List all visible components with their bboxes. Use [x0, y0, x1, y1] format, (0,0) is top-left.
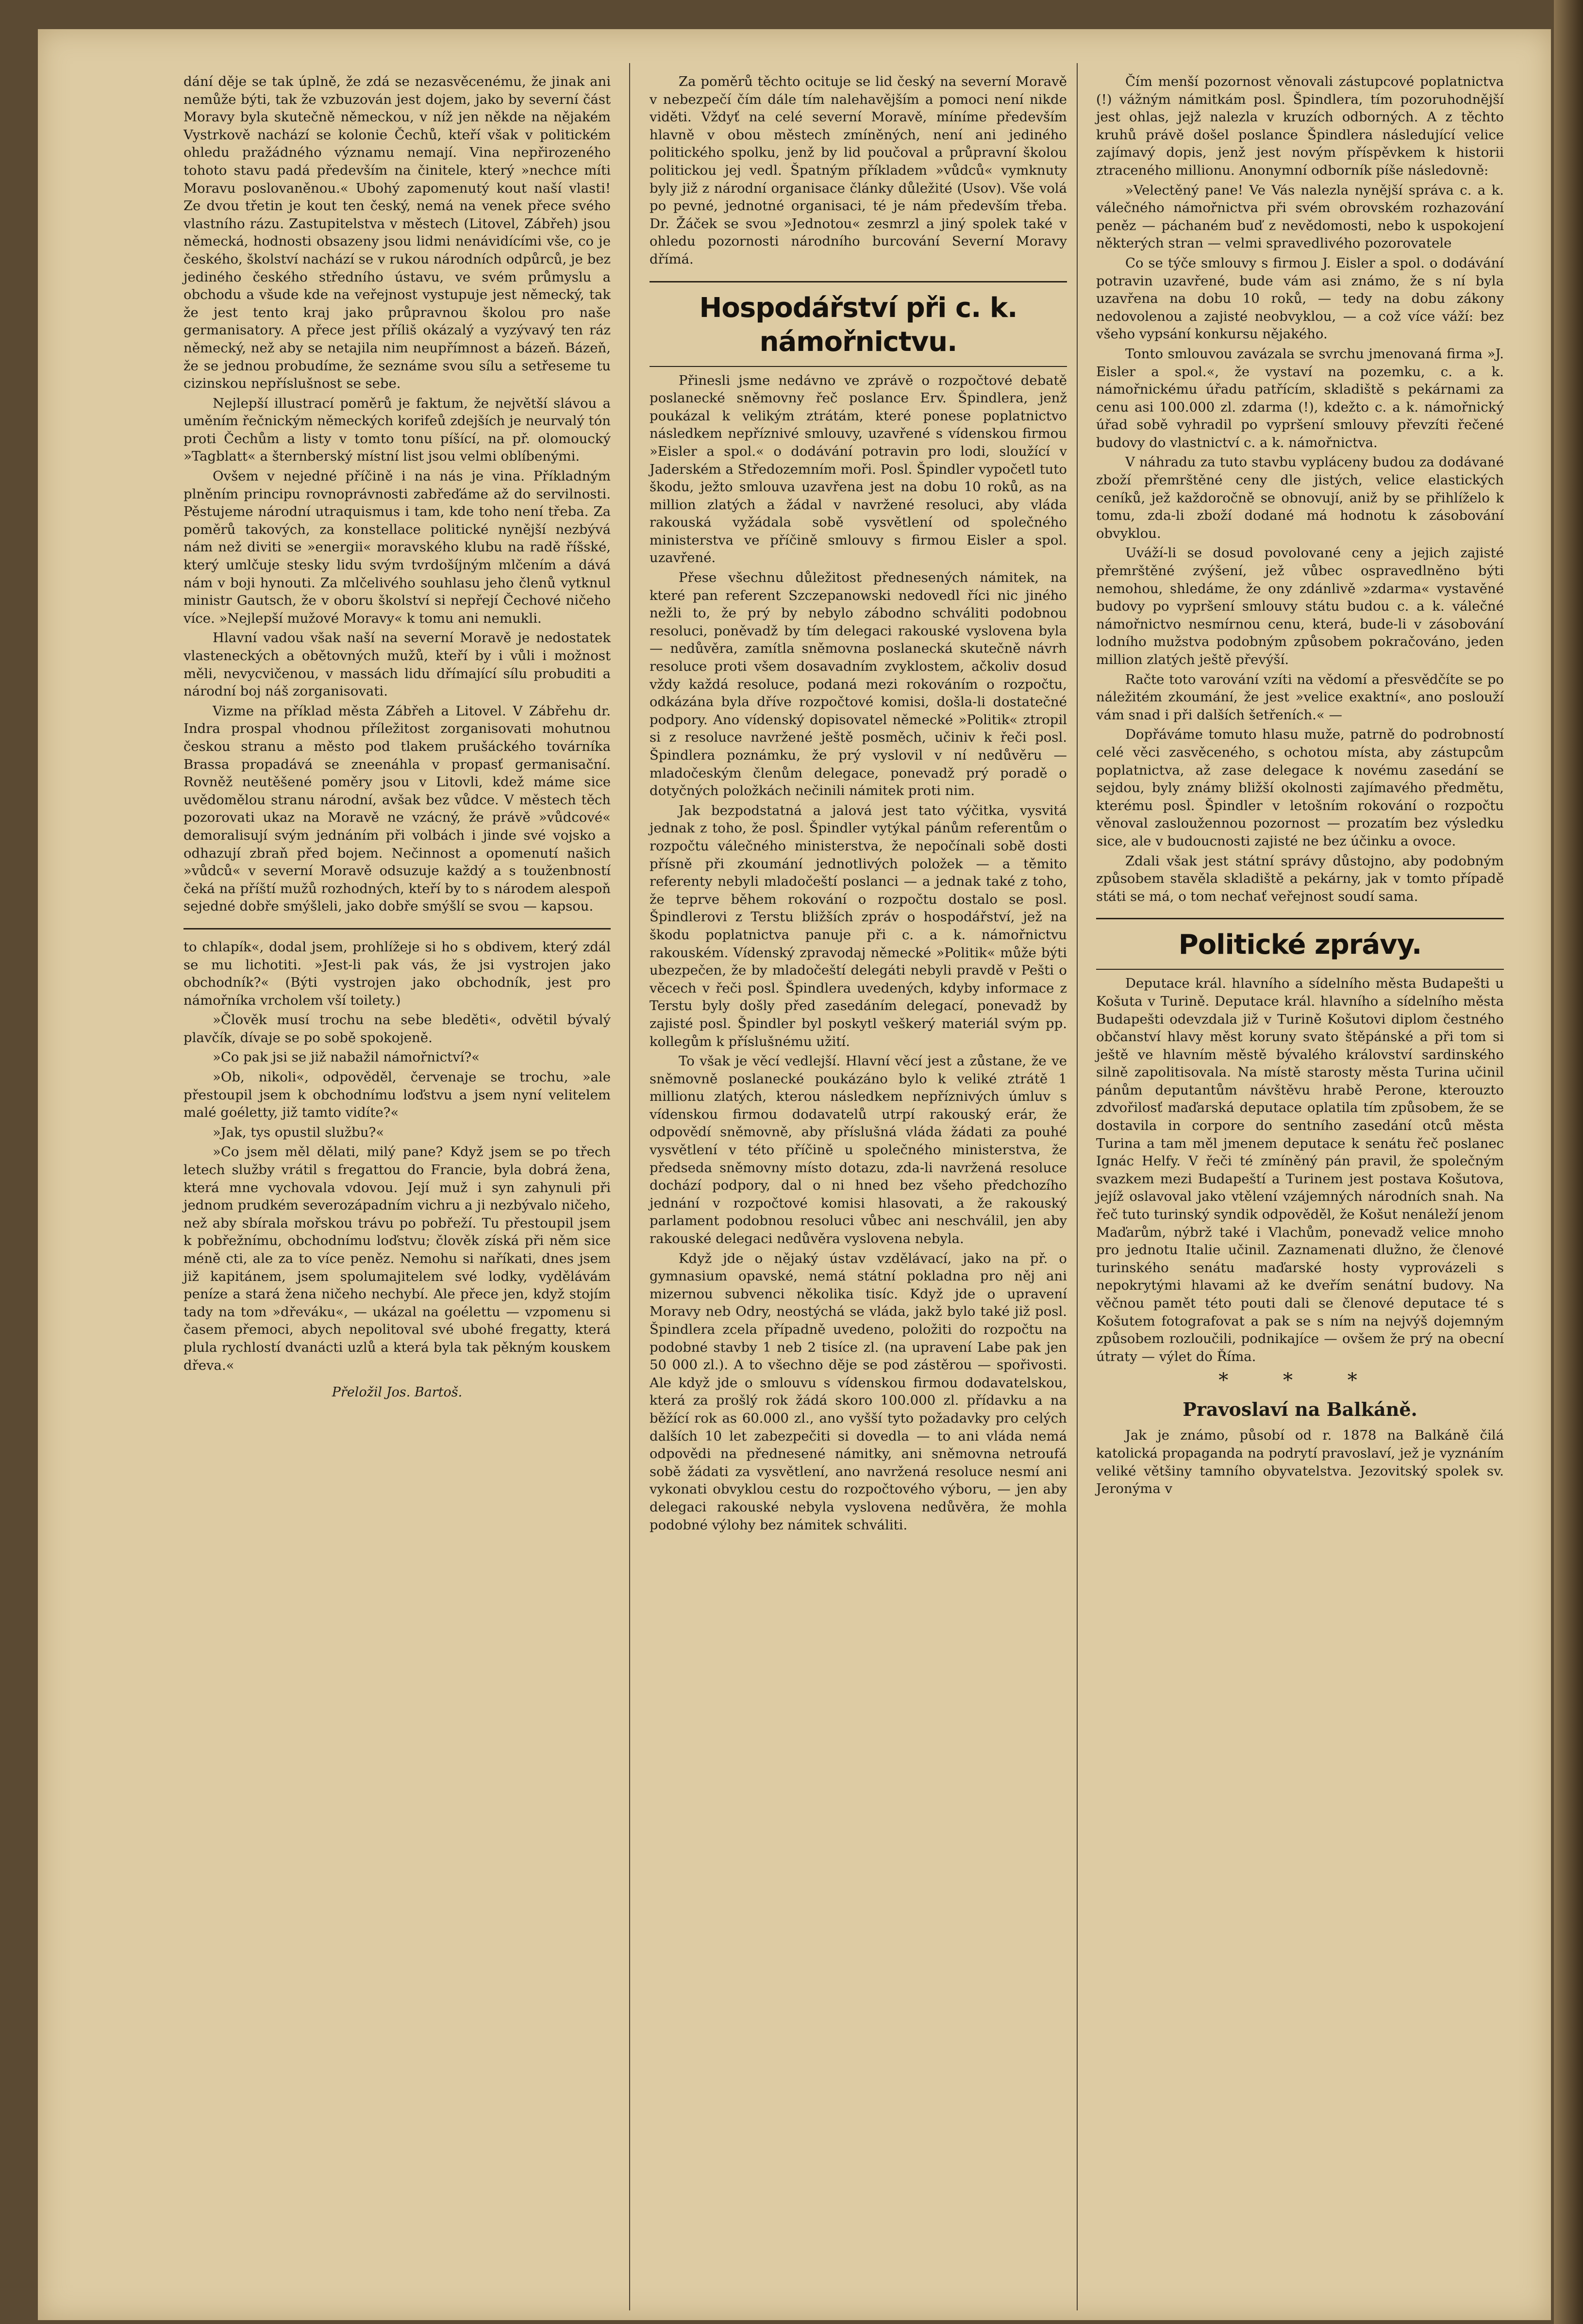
story-paragraph: »Co jsem měl dělati, milý pane? Když jsem se po třech letech služby vrátil s fregattou do Francie, byla dobrá žena, která mne vychovala vdovou. Její muž i syn zahynuli při jednom prudkém severozápadním vichru a ji nezbývalo ničeho, než aby sbírala mořskou trávu po pobřeží. Tu přestoupil jsem k pobřežnímu, obchodnímu loďstvu; člověk získá při něm sice méně cti, ale za to více peněz. Nemohu si naříkati, dnes jsem již kapitánem, jsem spolumajitelem své lodky, vydělávám peníze a stará žena ničeho nechybí. Ale přece jen, když stojím tady na tom »dřeváku«, — ukázal na goélettu — vzpomenu si časem přemoci, abych nepolitoval své ubohé fregatty, která plula rychlostí dvanácti uzlů a která byla tak pěkným kouskem dřeva.« [183, 1144, 611, 1373]
article-paragraph: Dopřáváme tomuto hlasu muže, patrně do podrobností celé věci zasvěceného, s ochotou místa, aby zástupcům poplatnictva, až zase delegace k novému zasedání se sejdou, byly známy bližší okolnosti zajímavého předmětu, kterému posl. Špindler v letošním rokování o rozpočtu věnoval zasloužennou pozornost — prozatím bez výsledku sice, ale v budoucnosti zajisté ne bez účinku a ovoce. [1096, 727, 1504, 849]
section-heading: Hospodářství při c. k. námořnictvu. [699, 292, 1017, 358]
article-paragraph: Vizme na příklad města Zábřeh a Litovel. V Zábřehu dr. Indra prospal vhodnou příležitost zorganisovati mohutnou českou stranu a město pod tlakem prušáckého továrníka Brassa propadává se zneenáhla v propasť germanisační. Rovněž neutěšené poměry jsou v Litovli, kdež máme sice uvědomělou stranu národní, avšak bez vůdce. V městech těch pozorovati ukaz na Moravě ne vzácný, že právě »vůdcové« demoralisují svým jednáním při volbách i jinde své vojsko a odhazují zbraň před bojem. Nečinnost a opomenutí našich »vůdců« v severní Moravě odsuzuje každý a s touženbností čeká na příští mužů rozhodných, kteří by to s národem alespoň sejedné dobře smýšleli, jako dobře smýšlí se svou — kapsou. [183, 703, 611, 914]
article-paragraph: Jak je známo, působí od r. 1878 na Balkáně čilá katolická propaganda na podrytí pravoslaví, jež je vyznáním veliké většiny tamního obyvatelstva. Jezovitský spolek sv. Jeronýma v [1096, 1428, 1504, 1497]
article-paragraph: Račte toto varování vzíti na vědomí a přesvědčíte se po náležitém zkoumání, že jest »velice exaktní«, ano poslouží vám snad i při dalších šetřeních.« — [1096, 671, 1504, 723]
column-right [1096, 73, 1504, 2315]
column-left [183, 73, 611, 2315]
article-paragraph: »Velectěný pane! Ve Vás nalezla nynější správa c. a k. válečného námořnictva při svém obrovském rozhazování peněz — páchaném buď z nevědomosti, nebo k uspokojení některých stran — velmi spravedlivého pozorovatele [1096, 182, 1504, 251]
article-paragraph: Ovšem v nejedné příčině i na nás je vina. Příkladným plněním principu rovnoprávnosti zabřeďáme až do servilnosti. Pěstujeme národní utraquismus i tam, kde toho není třeba. Za poměrů takových, za konstellace politické nynější nezbývá nám než diviti se »energii« moravského klubu na radě říšské, který umlčuje stesky lidu svým tvrdošíjným mlčením a dává nám v boji hynouti. Za mlčelivého souhlasu jeho členů vytknul ministr Gautsch, že v oboru školství si nepřejí Čechové ničeho více. »Nejlepší mužové Moravy« k tomu ani nemukli. [183, 468, 611, 626]
article-paragraph: Zdali však jest státní správy důstojno, aby podobným způsobem stavěla skladiště a pekárny, jak v tomto případě státi se má, o tom nechať veřejnost soudí sama. [1096, 853, 1504, 904]
story-paragraph: »Ob, nikoli«, odpověděl, červenaje se trochu, »ale přestoupil jsem k obchodnímu loďstvu a jsem nyní velitelem malé goéletty, již tamto vidíte?« [183, 1069, 611, 1121]
article-paragraph: V náhradu za tuto stavbu vypláceny budou za dodávané zboží přemrštěné ceny dle jistých, velice elastických ceníků, jež každoročně se obnovují, aniž by se přihlíželo k tomu, zda-li zboží dodané má hodnotu k zásobování obvyklou. [1096, 454, 1504, 541]
column-rule [1077, 63, 1078, 2310]
article-paragraph: Za poměrů těchto ocituje se lid český na severní Moravě v nebezpečí čím dále tím nalehavějším a pomoci není nikde viděti. Vždyť na celé severní Moravě, míníme především hlavně v obou městech zmíněných, není ani jediného politického spolku, jenž by lid poučoval a průpravní školou politickou jej vedl. Špatným příkladem »vůdců« vymknuty byly již z národní organisace články důležité (Usov). Vše volá po pevné, jednotné organisaci, té je nám především třeba. Dr. Žáček se svou »Jednotou« zesmrzl a jiný spolek také v ohledu pozornosti národního burcování Severní Moravy dřímá. [650, 74, 1067, 267]
article-paragraph: Přinesli jsme nedávno ve zprávě o rozpočtové debatě poslanecké sněmovny řeč poslance Erv. Špindlera, jenž poukázal k velikým ztrátám, které ponese poplatnictvo následkem nepříznivé smlouvy, uzavřené s vídenskou firmou »Eisler a spol.« o dodávání potravin pro lodi, sloužící v Jaderském a Středozemním moři. Posl. Špindler vypočetl tuto škodu, ježto smlouva uzavřena jest na dobu 10 roků, as na million zlatých a žádal v navržené resoluci, aby vláda rakouská vyžádala sobě vysvětlení od společného ministerstva ve příčině smlouvy s firmou Eisler a spol. uzavřené. [650, 372, 1067, 566]
article-paragraph: dání děje se tak úplně, že zdá se nezasvěcenému, že jinak ani nemůže býti, tak že vzbuzován jest dojem, jako by severní část Moravy byla skutečně německou, v níž jen někde na nějakém Vystrkově nachází se kolonie Čechů, kteří však v politickém ohledu pražádného významu nemají. Vina nepřirozeného tohoto stavu padá především na činitele, který »nechce míti Moravu poslovaněnou.« Ubohý zapomenutý kout naší vlasti! Ze dvou třetin je kout ten český, nemá na venek přece svého vlastního rázu. Zastupitelstva v městech (Litovel, Zábřeh) jsou německá, hodnosti obsazeny jsou lidmi nenávidícími vše, co je českého, školství nachází se v rukou národních odpůrců, je bez jediného českého středního ústavu, ve svém průmyslu a obchodu a všude kde na veřejnost vystupuje jest německý, tak že jest tento kraj jako průpravnou školou pro naše germanisatory. A přece jest příliš okázalý a vyzývavý ten ráz německý, než aby se netajila nim neupřímnost a bázeň. Bázeň, že se jednou probudíme, že seznáme svou sílu a setřeseme tu cizinskou nepříslušnost se sebe. [183, 74, 611, 392]
article-paragraph: Co se týče smlouvy s firmou J. Eisler a spol. o dodávání potravin uzavřené, bude vám asi známo, že s ní byla uzavřena na dobu 10 roků, — tedy na dobu zákony nedovolenou a zajisté neobvyklou, — a což více váží: bez všeho vypsání konkursu nějakého. [1096, 255, 1504, 342]
section-divider [650, 281, 1067, 282]
subsection-heading: Pravoslaví na Balkáně. [1183, 1398, 1417, 1421]
column-middle [650, 73, 1067, 2315]
section-divider [650, 366, 1067, 367]
section-divider [1096, 969, 1504, 970]
section-stars-separator: * * * [1218, 1369, 1382, 1392]
section-heading: Politické zprávy. [1178, 929, 1422, 961]
newspaper-page [38, 29, 1551, 2320]
column-rule [629, 63, 630, 2310]
article-paragraph: Uváží-li se dosud povolované ceny a jejich zajisté přemrštěné zvýšení, jež vůbec ospravedlněno býti nemohou, shledáme, že ony zdánlivě »zdarma« vystavěné budovy po vypršení smlouvy státu budou c. a k. válečné námořnictvo nesmírnou cenu, která, bude-li v zásobování lodního mužstva podobným způsobem pokračováno, jeden million zlatých ještě převýší. [1096, 545, 1504, 667]
article-paragraph: To však je věcí vedlejší. Hlavní věcí jest a zůstane, že ve sněmovně poslanecké poukázáno bylo k veliké ztrátě 1 millionu zlatých, kterou následkem nepříznivých úmluv s vídenskou firmou dodavatelů utrpí rakouský erár, že odpovědí sněmovně, aby příslušná vláda žádati za pouhé vysvětlení v této příčině u společného ministerstva, že předseda sněmovny místo dotazu, zda-li navržená resoluce dochází podpory, dal o ni hned bez všeho předchozího jednání v rozpočtové komisi hlasovati, a že rakouský parlament podobnou resoluci vůbec ani neschválil, jen aby rakouské delegaci nedůvěra vyslovena nebyla. [650, 1053, 1067, 1247]
article-paragraph: Čím menší pozornost věnovali zástupcové poplatnictva (!) vážným námitkám posl. Špindlera, tím pozoruhodnější jest ohlas, jejž nalezla v kruzích odborných. A z těchto kruhů právě došel poslance Špindlera následující velice zajímavý dopis, jenž jest novým příspěvkem k historii ztraceného millionu. Anonymní odborník píše následovně: [1096, 74, 1504, 178]
story-paragraph: »Jak, tys opustil službu?« [213, 1124, 384, 1140]
article-paragraph: Když jde o nějaký ústav vzdělávací, jako na př. o gymnasium opavské, nemá státní pokladna pro něj ani mizernou subvenci několika tisíc. Když jde o upravení Moravy neb Odry, neostýchá se vláda, jakž bylo také již posl. Špindlera zcela případně uvedeno, položiti do rozpočtu na podobné stavby 1 neb 2 tisíce zl. (na upravení Labe pak jen 50 000 zl.). A to všechno děje se pod zástěrou — spořivosti. Ale když jde o smlouvu s vídenskou firmou dodavatelskou, která za prošlý rok žádá skoro 100.000 zl. přídavku a na běžící rok as 60.000 zl., ano vyšší tyto požadavky pro celých dalších 10 let zabezpečiti si dovedla — to ani vláda nemá odpovědi na přednesené námitky, ani sněmovna netroufá sobě žádati za vysvětlení, ano navržená resoluce nesmí ani vykonati obvyklou cestu do rozpočtového výboru, — jen aby delegaci rakouské nebyla vyslovena nedůvěra, že mohla podobné výlohy bez námitek schváliti. [650, 1250, 1067, 1533]
translator-signature: Přeložil Jos. Bartoš. [332, 1385, 463, 1400]
article-paragraph: Nejlepší illustrací poměrů je faktum, že největší slávou a uměním řečnickým německých korifeů zdejších je neurvalý tón proti Čechům a listy v tomto tonu píšící, na př. olomoucký »Tagblatt« a šternberský místní list jsou velmi oblíbenými. [183, 395, 611, 465]
article-paragraph: Deputace král. hlavního a sídelního města Budapešti u Košuta v Turině. Deputace král. hlavního a sídelního města Budapešti odevzdala již v Turině Košutovi diplom čestného občanství hlavy měst koruny svato štěpánské a při tom si ještě ve hlavním městě bývalého království sardinského silně zapolitisovala. Na místě starosty města Turina učinil pánům deputantům návštěvu hrabě Perone, kterouzto zdvořilosť maďarská deputace oplatila tím způsobem, že se dostavila in corpore do sentního zasedání otců města Turina a tam měl jmenem deputace k senátu řeč poslanec Ignác Helfy. V řeči té zmíněný pán pravil, že společným svazkem mezi Budapeští a Turinem jest postava Košutova, jejíž oslavoval jako vtělení vzájemných národních snah. Na řeč tuto turinský syndik odpověděl, že Košut nenáleží jenom Maďarům, nýbrž také i Vlachům, ponevadž velice mnoho pro jednotu Italie učinil. Zaznamenati dlužno, že členové turinského senátu maďarské hosty vyprovázeli s nepokrytými hlavami až ke dveřím senátní budovy. Na věčnou pamět této pouti dali se členové deputace té s Košutem fotografovat a pak se s ním na nejvýš dojemným způsobem rozloučili, podnikajíce — ovšem že prý na obecní útraty — výlet do Říma. [1096, 976, 1504, 1364]
article-paragraph: Jak bezpodstatná a jalová jest tato výčitka, vysvitá jednak z toho, že posl. Špindler vytýkal pánům referentům o rozpočtu válečného ministerstva, že nepočínali sobě dosti přísně při zkoumání jednotlivých položek — a těmito referenty nebyli mladočeští poslanci — a jednak také z toho, že teprve během rokování o rozpočtu dostalo se posl. Špindlerovi z Terstu bližších zpráv o hospodářství, jež na škodu poplatnictva panuje při c. a k. námořnictvu rakouském. Vídenský zpravodaj německé »Politik« může býti ubezpečen, že by mladočeští delegáti nebyli pravdě v Pešti o věcech v řeči posl. Špindlera uvedených, kdyby informace z Terstu byly došly před zasedáním delegací, ponevadž by zajisté posl. Špindler byl poskytl veškerý materiál svým pp. kollegům k příslušnému užití. [650, 802, 1067, 1049]
page-edge-shadow [1554, 0, 1583, 2324]
story-paragraph: »Člověk musí trochu na sebe bleděti«, odvětil bývalý plavčík, dívaje se po sobě spokojeně. [183, 1012, 611, 1046]
story-paragraph: to chlapík«, dodal jsem, prohlížeje si ho s obdivem, který zdál se mu lichotiti. »Jest-li pak vás, že jsi vystrojen jako obchodník?« (Býti vystrojen jako obchodník, jest pro námořníka vrcholem vší toilety.) [183, 939, 611, 1008]
article-paragraph: Hlavní vadou však naší na severní Moravě je nedostatek vlasteneckých a obětovných mužů, kteří by i vůli i možnost měli, nevycvičenou, v massách lidu dřímající sílu probuditi a národní boj náš zorganisovati. [183, 630, 611, 699]
feuilleton-divider [183, 928, 611, 930]
article-paragraph: Tonto smlouvou zavázala se svrchu jmenovaná firma »J. Eisler a spol.«, že vystaví na pozemku, c. a k. námořnickému úřadu patřícím, skladiště s pekárnami za cenu asi 100.000 zl. zdarma (!), kdežto c. a k. námořnický úřad sobě vyhradil po vypršení smlouvy převzíti řečené budovy do vlastnictví c. a k. námořnictva. [1096, 346, 1504, 450]
section-divider [1096, 918, 1504, 919]
story-paragraph: »Co pak jsi se již nabažil námořnictví?« [213, 1049, 480, 1065]
article-paragraph: Přese všechnu důležitost přednesených námitek, na které pan referent Szczepanowski nedovedl říci nic jiného nežli to, že prý by nebylo zábodno schváliti podobnou resoluci, poněvadž by tím delegaci rakouské vyslovena byla — nedůvěra, zamítla sněmovna poslanecká skutečně návrh resoluce proti všem dosavadním zvyklostem, ačkoliv dosud vždy každá resoluce, podaná mezi rokováním o rozpočtu, odkázána byla dříve rozpočtové komisi, došla-li dostatečné podpory. Ano vídenský dopisovatel německé »Politik« ztropil si z resoluce navržené ještě posměch, učiniv k řeči posl. Špindlera poznámku, že prý vyslovil v ní nedůvěru — mladočeským členům delegace, ponevadž prý poradě o dotyčných položkách nečinili námitek proti nim. [650, 570, 1067, 799]
